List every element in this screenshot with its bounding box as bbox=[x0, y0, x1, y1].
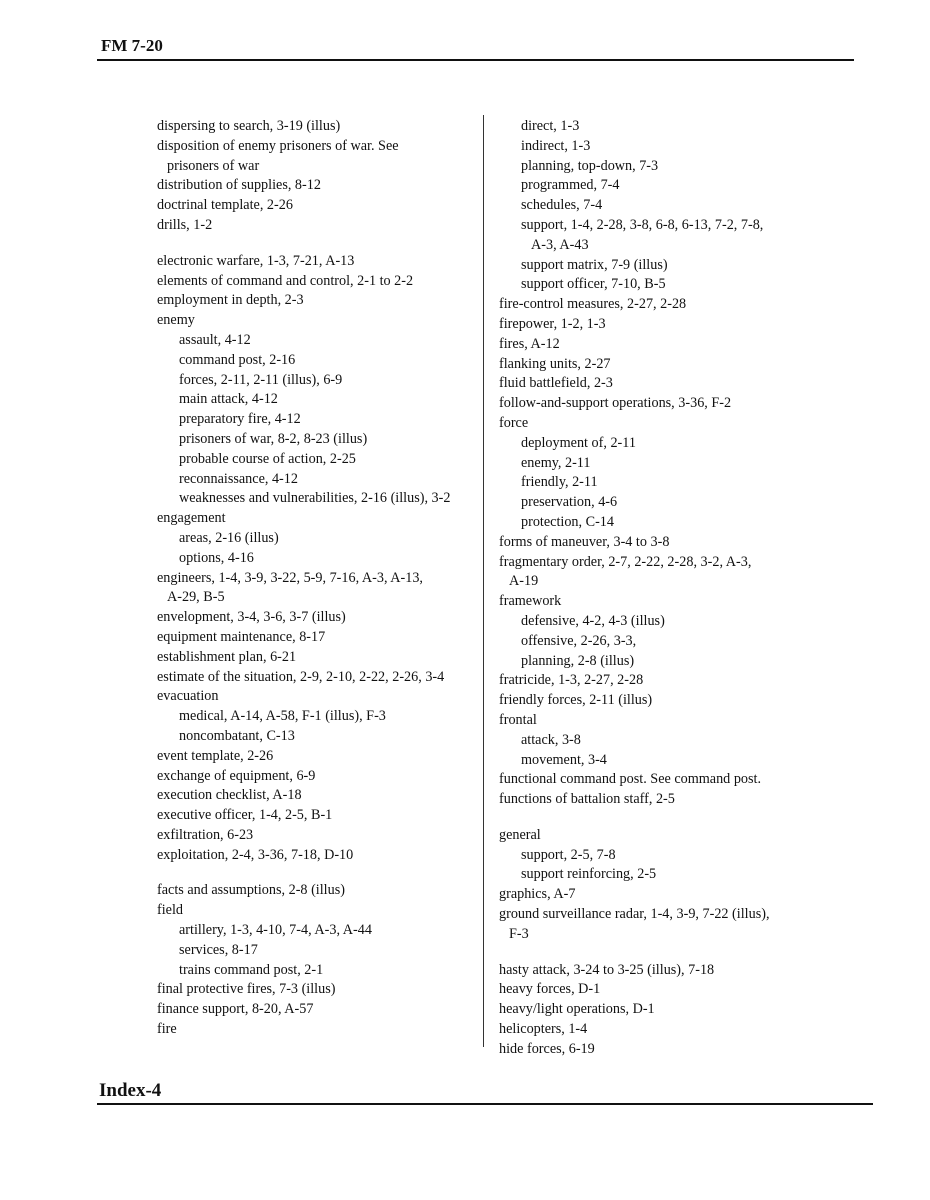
index-entry: hasty attack, 3-24 to 3-25 (illus), 7-18 bbox=[499, 961, 715, 978]
index-subentry: movement, 3-4 bbox=[521, 751, 607, 768]
index-entry: follow-and-support operations, 3-36, F-2 bbox=[499, 395, 732, 412]
index-subentry: planning, 2-8 (illus) bbox=[521, 652, 635, 669]
index-subentry: attack, 3-8 bbox=[521, 731, 581, 748]
index-subentry: indirect, 1-3 bbox=[521, 137, 591, 154]
index-entry: frontal bbox=[499, 711, 537, 728]
index-subentry: defensive, 4-2, 4-3 (illus) bbox=[521, 612, 665, 629]
index-entry: flanking units, 2-27 bbox=[499, 355, 611, 372]
index-entry: disposition of enemy prisoners of war. See prisoners of war bbox=[157, 137, 399, 174]
index-subentry: programmed, 7-4 bbox=[521, 177, 620, 194]
index-entry: exfiltration, 6-23 bbox=[157, 826, 254, 843]
index-subentry: planning, top-down, 7-3 bbox=[521, 157, 659, 174]
index-subentry: weaknesses and vulnerabilities, 2-16 (illus), 3-2 bbox=[179, 490, 451, 507]
index-subentry: prisoners of war, 8-2, 8-23 (illus) bbox=[179, 430, 368, 447]
index-subentry: support, 2-5, 7-8 bbox=[521, 846, 616, 863]
index-entry: fire-control measures, 2-27, 2-28 bbox=[499, 296, 687, 313]
index-entry: equipment maintenance, 8-17 bbox=[157, 628, 326, 645]
header-rule bbox=[97, 59, 854, 61]
index-entry: establishment plan, 6-21 bbox=[157, 648, 297, 665]
index-entry: ground surveillance radar, 1-4, 3-9, 7-22 (illus), F-3 bbox=[499, 906, 770, 942]
index-subentry: preparatory fire, 4-12 bbox=[179, 411, 301, 428]
index-subentry: probable course of action, 2-25 bbox=[179, 450, 356, 467]
index-subentry: medical, A-14, A-58, F-1 (illus), F-3 bbox=[179, 708, 386, 725]
index-subentry: assault, 4-12 bbox=[179, 331, 251, 348]
index-subentry: areas, 2-16 (illus) bbox=[179, 529, 279, 546]
index-entry: fratricide, 1-3, 2-27, 2-28 bbox=[499, 672, 644, 689]
index-subentry: protection, C-14 bbox=[521, 513, 614, 530]
index-column-right bbox=[499, 117, 829, 1060]
index-subentry: schedules, 7-4 bbox=[521, 197, 603, 214]
index-entry: event template, 2-26 bbox=[157, 747, 274, 764]
index-subentry: deployment of, 2-11 bbox=[521, 434, 636, 451]
index-subentry: artillery, 1-3, 4-10, 7-4, A-3, A-44 bbox=[179, 922, 372, 939]
index-subentry: offensive, 2-26, 3-3, bbox=[521, 632, 637, 649]
index-entry: facts and assumptions, 2-8 (illus) bbox=[157, 882, 345, 899]
index-entry: enemy bbox=[157, 312, 195, 329]
index-entry: engineers, 1-4, 3-9, 3-22, 5-9, 7-16, A-3, A-13, A-29, B-5 bbox=[157, 569, 423, 606]
index-subentry: options, 4-16 bbox=[179, 549, 254, 566]
index-entry: estimate of the situation, 2-9, 2-10, 2-22, 2-26, 3-4 bbox=[157, 668, 445, 685]
index-entry: force bbox=[499, 414, 529, 431]
index-entry: fires, A-12 bbox=[499, 335, 560, 352]
index-entry: exploitation, 2-4, 3-36, 7-18, D-10 bbox=[157, 846, 354, 863]
index-entry: engagement bbox=[157, 510, 226, 527]
index-entry: final protective fires, 7-3 (illus) bbox=[157, 981, 336, 998]
index-subentry: enemy, 2-11 bbox=[521, 454, 591, 471]
index-subentry: trains command post, 2-1 bbox=[179, 961, 324, 978]
index-entry: exchange of equipment, 6-9 bbox=[157, 767, 316, 784]
index-entry: general bbox=[499, 826, 541, 843]
index-entry: heavy forces, D-1 bbox=[499, 981, 601, 998]
index-subentry: support officer, 7-10, B-5 bbox=[521, 276, 666, 293]
index-entry: finance support, 8-20, A-57 bbox=[157, 1001, 314, 1018]
index-subentry: command post, 2-16 bbox=[179, 351, 296, 368]
index-entry: fluid battlefield, 2-3 bbox=[499, 375, 613, 392]
document-header-title: FM 7-20 bbox=[101, 36, 163, 55]
index-entry: executive officer, 1-4, 2-5, B-1 bbox=[157, 807, 333, 824]
index-entry: heavy/light operations, D-1 bbox=[499, 1001, 655, 1018]
index-entry: execution checklist, A-18 bbox=[157, 787, 302, 804]
index-entry: drills, 1-2 bbox=[157, 216, 213, 233]
index-entry: envelopment, 3-4, 3-6, 3-7 (illus) bbox=[157, 609, 346, 626]
footer-rule bbox=[97, 1103, 873, 1105]
index-subentry: forces, 2-11, 2-11 (illus), 6-9 bbox=[179, 371, 343, 388]
index-entry: graphics, A-7 bbox=[499, 886, 576, 903]
index-entry: dispersing to search, 3-19 (illus) bbox=[157, 118, 341, 134]
index-entry: forms of maneuver, 3-4 to 3-8 bbox=[499, 533, 670, 550]
index-subentry: support matrix, 7-9 (illus) bbox=[521, 256, 668, 273]
index-entry: distribution of supplies, 8-12 bbox=[157, 177, 321, 194]
index-entry: framework bbox=[499, 593, 562, 610]
index-subentry: support, 1-4, 2-28, 3-8, 6-8, 6-13, 7-2, 7-8, A-3, A-43 bbox=[521, 216, 764, 253]
index-entry: helicopters, 1-4 bbox=[499, 1021, 588, 1038]
index-subentry: preservation, 4-6 bbox=[521, 494, 618, 511]
index-entry: firepower, 1-2, 1-3 bbox=[499, 315, 606, 332]
index-entry: fire bbox=[157, 1021, 177, 1038]
index-entry: employment in depth, 2-3 bbox=[157, 292, 304, 309]
index-subentry: direct, 1-3 bbox=[521, 118, 580, 134]
index-entry: hide forces, 6-19 bbox=[499, 1040, 595, 1057]
index-entry: doctrinal template, 2-26 bbox=[157, 197, 293, 214]
column-divider bbox=[483, 115, 484, 1047]
index-entry: field bbox=[157, 902, 183, 919]
index-subentry: services, 8-17 bbox=[179, 941, 258, 958]
index-subentry: noncombatant, C-13 bbox=[179, 727, 295, 744]
index-subentry: friendly, 2-11 bbox=[521, 474, 598, 491]
index-entry: electronic warfare, 1-3, 7-21, A-13 bbox=[157, 252, 355, 269]
index-entry: elements of command and control, 2-1 to 2-2 bbox=[157, 272, 414, 289]
index-subentry: main attack, 4-12 bbox=[179, 391, 278, 408]
index-entry: evacuation bbox=[157, 688, 219, 705]
index-entry: friendly forces, 2-11 (illus) bbox=[499, 692, 653, 709]
index-subentry: support reinforcing, 2-5 bbox=[521, 866, 657, 883]
index-subentry: reconnaissance, 4-12 bbox=[179, 470, 298, 487]
index-entry: fragmentary order, 2-7, 2-22, 2-28, 3-2, A-3, A-19 bbox=[499, 553, 752, 590]
index-entry: functional command post. See command post. bbox=[499, 771, 762, 788]
page-number-label: Index-4 bbox=[99, 1080, 162, 1101]
index-column-left bbox=[157, 117, 477, 1040]
index-entry: functions of battalion staff, 2-5 bbox=[499, 791, 675, 808]
